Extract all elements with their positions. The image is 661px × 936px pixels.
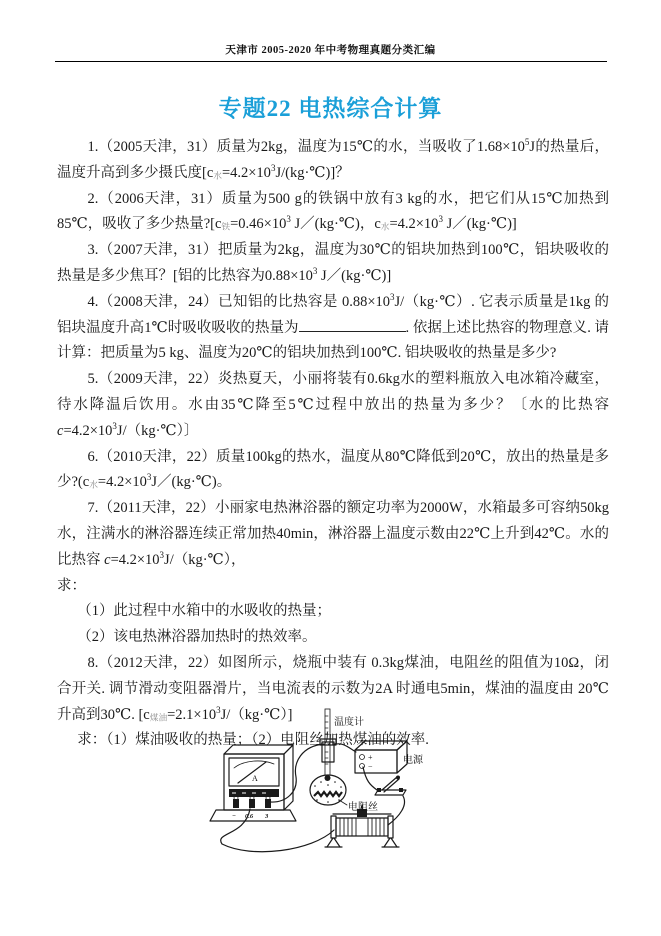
subscript: 水: [89, 480, 98, 491]
superscript: 5: [524, 137, 530, 148]
text-run: （1）此过程中水箱中的水吸收的热量；: [77, 603, 332, 620]
ammeter-terminal-06-label: 0.6: [245, 813, 254, 820]
text-run: J／(kg·℃)。: [151, 474, 232, 491]
page-title: 专题22 电热综合计算: [218, 96, 443, 121]
figure-labels: [334, 715, 424, 813]
text-run: J／(kg·℃)]: [317, 267, 392, 284]
problem-paragraph: [57, 135, 609, 187]
text-run: =4.2×10: [221, 164, 271, 181]
text-run: J/（kg·℃）〕: [116, 422, 199, 439]
text-run: J／(kg·℃)]: [442, 216, 517, 233]
text-run: =4.2×10: [389, 216, 439, 233]
subscript: 水: [380, 222, 390, 233]
subscript: 煤油: [149, 712, 168, 723]
text-run: 5.（2009天津，22）炎热夏天，小丽将装有0.6kg水的塑料瓶放入电冰箱冷藏室，待水降温后饮用。水由35℃降至5℃过程中放出的热量为多少？〔水的比热容: [57, 371, 609, 413]
text-run: J/（kg·℃），: [164, 551, 246, 568]
problem-paragraph: [57, 574, 609, 600]
problem-paragraph: [57, 238, 609, 290]
text-run: J的热量后，温度升高到多少摄氏度[c: [57, 139, 609, 181]
heating-coil: [314, 792, 342, 796]
text-run: 6.（2010天津，22）质量100kg的热水，温度从80℃降低到20℃，放出的热量是多少?(c: [57, 448, 609, 491]
text-run: J/（kg·℃）. 它表示质量是1kg 的铝块温度升高1℃时吸收吸收的热量为: [57, 293, 609, 336]
switch: [375, 776, 406, 796]
experiment-figure: [200, 706, 515, 870]
problems: [57, 135, 609, 754]
text-run: 1.（2005天津，31）质量为2kg，温度为15℃的水，当吸收了1.68×10: [87, 139, 525, 155]
problem-paragraph: [57, 445, 609, 497]
text-run: 8.（2012天津，22）如图所示，烧瓶中装有 0.3kg煤油，电阻丝的阻值为10Ω，闭合开关. 调节滑动变阻器滑片，当电流表的示数为2A 时通电5min，煤油的温度由 20℃升高到30℃. [c: [57, 654, 609, 723]
superscript: 3: [312, 266, 318, 277]
superscript: 3: [216, 704, 221, 715]
variable: c: [104, 551, 111, 568]
superscript: 3: [438, 214, 443, 225]
ammeter-letter: A: [252, 774, 258, 783]
ammeter-terminal-minus-label: −: [232, 813, 236, 820]
text-run: . 依据上述比热容的物理意义. 请计算：把质量为5 kg、温度为20℃的铝块加热到100℃. 铝块吸收的热量是多少?: [57, 319, 609, 362]
text-run: =4.2×10: [63, 422, 113, 439]
text-run: 求：（1）煤油吸收的热量；（2）电阻丝加热煤油的效率.: [77, 732, 429, 749]
problem-paragraph: [57, 496, 609, 573]
answer-blank: [299, 317, 406, 332]
ammeter-terminal-3-label: 3: [265, 813, 269, 820]
power-supply-label: 电源: [403, 755, 423, 766]
header-divider: [55, 61, 607, 62]
thermometer-label: 温度计: [334, 717, 364, 728]
superscript: 3: [159, 549, 165, 560]
superscript: 3: [270, 162, 276, 173]
ammeter: [210, 745, 296, 821]
text-run: =2.1×10: [167, 706, 217, 723]
text-run: （2）该电热淋浴器加热时的热效率。: [77, 629, 317, 646]
problem-paragraph: [57, 290, 609, 367]
page-header: 天津市 2005-2020 年中考物理真题分类汇编: [225, 45, 436, 56]
text-run: 4.（2008天津，24）已知铝的比热容是 0.88×10: [87, 293, 391, 310]
subscript: 水: [213, 170, 222, 181]
problem-paragraph: [57, 599, 609, 625]
power-supply: [355, 741, 407, 773]
text-run: J/（kg·℃）]: [220, 706, 293, 723]
text-run: 2.（2006天津，31）质量为500 g的铁锅中放有3 kg的水，把它们从15℃加热到85℃，吸收了多少热量?[c: [57, 190, 609, 233]
text-run: =4.2×10: [97, 474, 147, 491]
text-run: 求：: [57, 577, 86, 594]
text-run: J／(kg·℃)，c: [290, 216, 381, 233]
text-run: 7.（2011天津，22）小丽家电热淋浴器的额定功率为2000W，水箱最多可容纳50kg水，注满水的淋浴器连续正常加热40min，淋浴器上温度示数由22℃上升到42℃。水的比热容: [57, 500, 609, 568]
resistance-wire-label: 电阻丝: [348, 802, 378, 813]
superscript: 3: [146, 472, 152, 483]
text-run: 3.（2007天津，31）把质量为2kg，温度为30℃的铝块加热到100℃，铝块吸收的热量是多少焦耳？[铝的比热容为0.88×10: [57, 242, 609, 284]
text-run: J/(kg·℃)]？: [275, 164, 350, 181]
problem-paragraph: [57, 187, 609, 239]
superscript: 3: [390, 291, 395, 302]
problem-paragraph: [57, 625, 609, 651]
problem-paragraph: [57, 367, 609, 444]
superscript: 3: [286, 214, 291, 225]
text-run: =0.46×10: [230, 216, 287, 233]
power-minus-label: −: [368, 762, 373, 771]
text-run: =4.2×10: [110, 551, 160, 568]
superscript: 3: [112, 420, 117, 431]
subscript: 铁: [221, 222, 231, 233]
power-plus-label: +: [368, 753, 373, 762]
variable: c: [57, 422, 64, 439]
